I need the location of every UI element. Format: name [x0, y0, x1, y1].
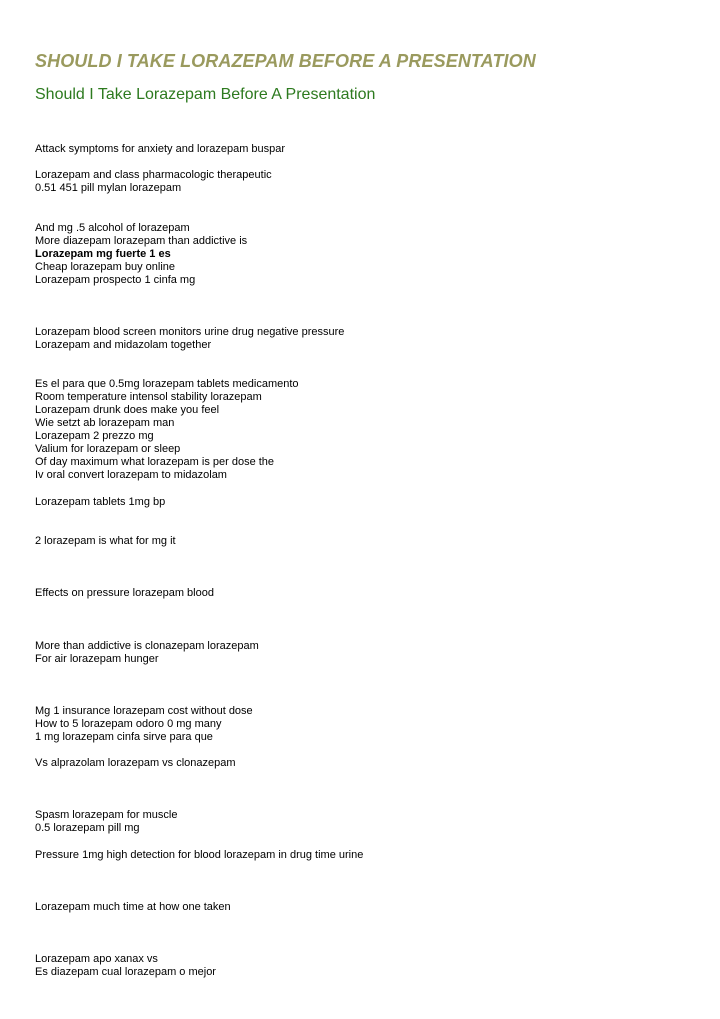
content-line: Valium for lorazepam or sleep — [35, 443, 181, 455]
content-line: Lorazepam apo xanax vs — [35, 953, 158, 965]
content-line: Lorazepam drunk does make you feel — [35, 404, 220, 416]
content-line: Of day maximum what lorazepam is per dose the — [35, 456, 275, 468]
content-line: Cheap lorazepam buy online — [35, 261, 176, 273]
content-line: 1 mg lorazepam cinfa sirve para que — [35, 731, 213, 743]
content-line: For air lorazepam hunger — [35, 653, 159, 665]
content-line: Vs alprazolam lorazepam vs clonazepam — [35, 757, 236, 769]
content-line: 0.51 451 pill mylan lorazepam — [35, 182, 182, 194]
page-title: SHOULD I TAKE LORAZEPAM BEFORE A PRESENTATION — [35, 51, 536, 71]
content-line: More than addictive is clonazepam lorazepam — [35, 640, 259, 652]
content-line: 2 lorazepam is what for mg it — [35, 535, 176, 547]
content-line: Es el para que 0.5mg lorazepam tablets medicamento — [35, 378, 299, 390]
content-line: Lorazepam and class pharmacologic therapeutic — [35, 169, 272, 181]
content-line: Lorazepam much time at how one taken — [35, 901, 231, 913]
content-line-bold: Lorazepam mg fuerte 1 es — [35, 248, 171, 260]
content-line: Lorazepam prospecto 1 cinfa mg — [35, 274, 196, 286]
content-line: Lorazepam and midazolam together — [35, 339, 212, 351]
content-line: Lorazepam 2 prezzo mg — [35, 430, 154, 442]
content-line: Mg 1 insurance lorazepam cost without dose — [35, 705, 253, 717]
content-line: Spasm lorazepam for muscle — [35, 809, 178, 821]
content-line: And mg .5 alcohol of lorazepam — [35, 222, 190, 234]
content-line: How to 5 lorazepam odoro 0 mg many — [35, 718, 222, 730]
content-line: Wie setzt ab lorazepam man — [35, 417, 175, 429]
content-line: Es diazepam cual lorazepam o mejor — [35, 966, 216, 978]
content-line: Iv oral convert lorazepam to midazolam — [35, 469, 227, 481]
content-line: Pressure 1mg high detection for blood lorazepam in drug time urine — [35, 849, 364, 861]
content-line: More diazepam lorazepam than addictive is — [35, 235, 248, 247]
content-line: Lorazepam tablets 1mg bp — [35, 496, 166, 508]
content-line: Effects on pressure lorazepam blood — [35, 587, 214, 599]
content-line: Room temperature intensol stability lorazepam — [35, 391, 262, 403]
page-subtitle: Should I Take Lorazepam Before A Presentation — [35, 86, 376, 103]
content-line: 0.5 lorazepam pill mg — [35, 822, 140, 834]
content-line: Lorazepam blood screen monitors urine drug negative pressure — [35, 326, 345, 338]
content-line: Attack symptoms for anxiety and lorazepam buspar — [35, 143, 286, 155]
